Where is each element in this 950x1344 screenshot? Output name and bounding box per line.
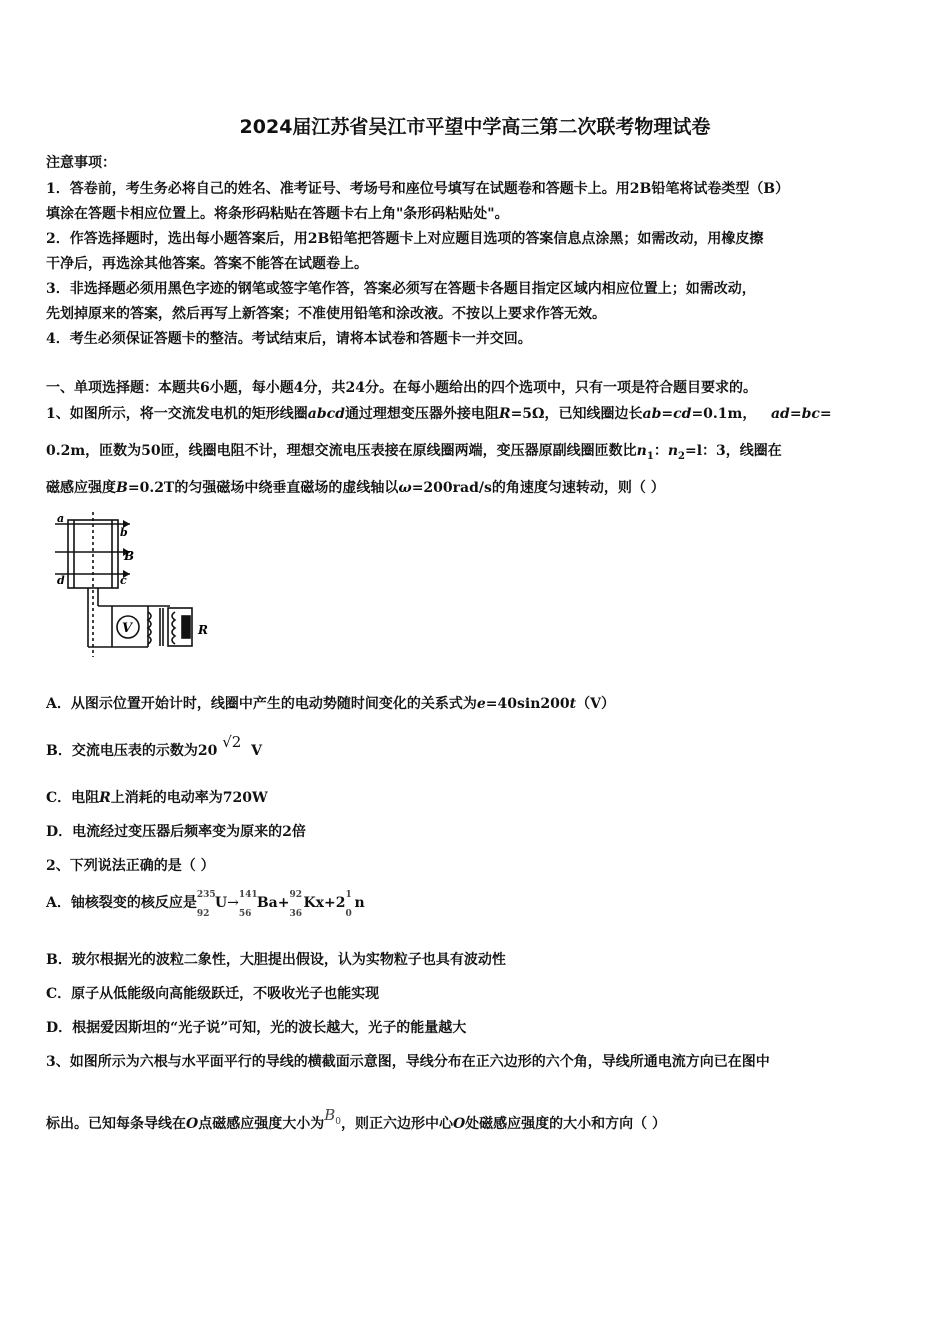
q2-option-a: A．铀核裂变的核反应是 235 92 U→ 141 56 Ba+ 92 36 Kx+2 1 0 n xyxy=(46,890,365,919)
q2-option-c: C．原子从低能级向高能级跃迁，不吸收光子也能实现 xyxy=(46,986,380,1002)
fig-label-V: V xyxy=(122,621,133,636)
page-title: 2024届江苏省吴江市平望中学高三第二次联考物理试卷 xyxy=(239,116,711,138)
q2-option-b: B．玻尔根据光的波粒二象性，大胆提出假设，认为实物粒子也具有波动性 xyxy=(46,952,506,968)
notice-line-1: 1．答卷前，考生务必将自己的姓名、准考证号、考场号和座位号填写在试题卷和答题卡上。用2B铅笔将试卷类型（B） xyxy=(46,181,790,197)
fig-label-R: R xyxy=(198,623,208,637)
notice-line-5: 3．非选择题必须用黑色字迹的钢笔或签字笔作答，答案必须写在答题卡各题目指定区域内相应位置上；如需改动， xyxy=(46,281,756,297)
q1-figure xyxy=(50,512,220,662)
q1-option-c: C．电阻R上消耗的电动率为720W xyxy=(46,790,268,806)
q1-line-3: 磁感应强度B=0.2T的匀强磁场中绕垂直磁场的虚线轴以ω=200rad/s的角速度匀速转动，则（ ） xyxy=(46,480,665,496)
notice-line-2: 填涂在答题卡相应位置上。将条形码粘贴在答题卡右上角"条形码粘贴处"。 xyxy=(46,206,509,222)
q2-stem: 2、下列说法正确的是（ ） xyxy=(46,858,215,874)
q1-line-2: 0.2m，匝数为50匝，线圈电阻不计，理想交流电压表接在原线圈两端，变压器原副线圈匝数比$n_1$：$n_2=l$：3，线圈在 xyxy=(46,443,782,462)
q3-line-2: 标出。已知每条导线在O点磁感应强度大小为$B^0$，则正六边形中心O处磁感应强度的大小和方向（ ） xyxy=(46,1106,667,1132)
notice-line-3: 2．作答选择题时，选出每小题答案后，用2B铅笔把答题卡上对应题目选项的答案信息点涂黑；如需改动，用橡皮擦 xyxy=(46,231,764,247)
fig-label-B: B xyxy=(124,549,135,563)
fig-label-d: d xyxy=(57,574,65,587)
q3-line-1: 3、如图所示为六根与水平面平行的导线的横截面示意图，导线分布在正六边形的六个角，导线所通电流方向已在图中 xyxy=(46,1054,770,1070)
q1-option-d: D．电流经过变压器后频率变为原来的2倍 xyxy=(46,824,306,840)
q1-line-1: 1、如图所示，将一交流发电机的矩形线圈abcd通过理想变压器外接电阻R=5Ω，已知线圈边长ab=cd=0.1m， ad=bc= xyxy=(46,406,832,422)
section-heading: 一、单项选择题：本题共6小题，每小题4分，共24分。在每小题给出的四个选项中，只有一项是符合题目要求的。 xyxy=(46,380,757,396)
notice-line-4: 干净后，再选涂其他答案。答案不能答在试题卷上。 xyxy=(46,256,368,272)
notice-heading: 注意事项： xyxy=(46,155,116,171)
notice-line-6: 先划掉原来的答案，然后再写上新答案；不准使用铅笔和涂改液。不按以上要求作答无效。 xyxy=(46,306,606,322)
fig-label-a: a xyxy=(57,512,65,525)
fig-label-b: b xyxy=(120,526,128,539)
fig-label-c: c xyxy=(120,574,127,587)
q1-option-a: A．从图示位置开始计时，线圈中产生的电动势随时间变化的关系式为e=40sin200t（V） xyxy=(46,696,615,712)
q2-option-d: D．根据爱因斯坦的“光子说”可知，光的波长越大，光子的能量越大 xyxy=(46,1020,467,1036)
q1-option-b: B．交流电压表的示数为20 √2 V xyxy=(46,733,262,759)
notice-line-7: 4．考生必须保证答题卡的整洁。考试结束后，请将本试卷和答题卡一并交回。 xyxy=(46,331,532,347)
